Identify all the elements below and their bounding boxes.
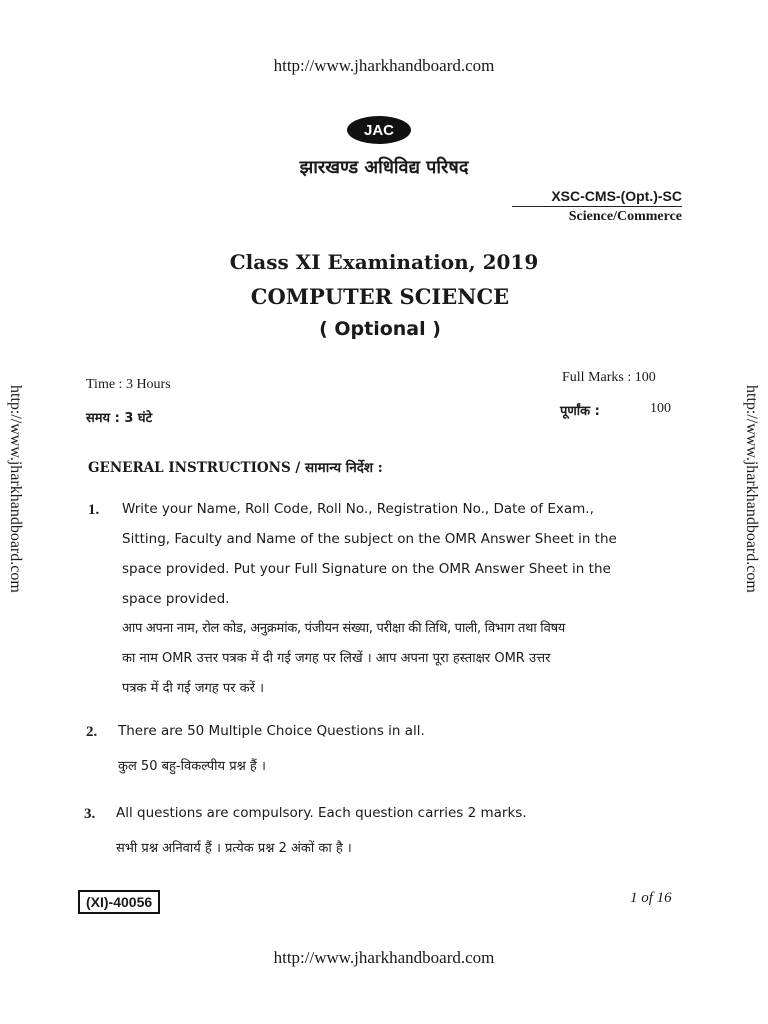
instruction-1-en-line: Write your Name, Roll Code, Roll No., Registration No., Date of Exam., (122, 501, 594, 517)
full-marks-hindi-value: 100 (650, 401, 671, 416)
instruction-3-hi-line: सभी प्रश्न अनिवार्य हैं । प्रत्येक प्रश्न 2 अंकों का है । (116, 841, 352, 856)
page-number: 1 of 16 (630, 890, 672, 906)
full-marks-hindi-label: पूर्णांक : (560, 404, 600, 419)
instruction-3 (116, 798, 696, 864)
instruction-2-number: 2. (86, 724, 98, 740)
logo-text: JAC (363, 121, 394, 139)
instruction-1-hi-line: पत्रक में दी गई जगह पर करें । (122, 681, 265, 696)
instruction-1-en-line: space provided. Put your Full Signature on the OMR Answer Sheet in the (122, 561, 611, 577)
time-hindi: समय : 3 घंटे (86, 411, 153, 426)
instruction-2-hi-line: कुल 50 बहु-विकल्पीय प्रश्न हैं । (118, 759, 266, 774)
side-url-left: http://www.jharkhandboard.com (7, 385, 24, 593)
time-english: Time : 3 Hours (86, 377, 171, 392)
paper-code-block (512, 188, 682, 225)
exam-title: Class XI Examination, 2019 (229, 250, 539, 274)
stream-label: Science/Commerce (568, 209, 682, 224)
optional-label: ( Optional ) (319, 318, 441, 340)
header-url: http://www.jharkhandboard.com (273, 56, 495, 75)
instruction-1 (122, 494, 692, 704)
instruction-1-en-line: space provided. (122, 591, 230, 607)
jac-logo (347, 116, 411, 144)
instruction-1-en-line: Sitting, Faculty and Name of the subject on the OMR Answer Sheet in the (122, 531, 617, 547)
instruction-3-number: 3. (84, 806, 96, 822)
board-name: झारखण्ड अधिविद्य परिषद (299, 157, 469, 178)
instruction-2-en-line: There are 50 Multiple Choice Questions in all. (118, 723, 425, 739)
full-marks-english: Full Marks : 100 (562, 370, 656, 385)
footer-url: http://www.jharkhandboard.com (273, 948, 495, 967)
paper-code: XSC-CMS-(Opt.)-SC (512, 188, 682, 207)
instruction-1-number: 1. (88, 502, 100, 518)
instruction-1-hi-line: का नाम OMR उत्तर पत्रक में दी गई जगह पर लिखें । आप अपना पूरा हस्ताक्षर OMR उत्तर (122, 651, 551, 666)
instructions-heading: GENERAL INSTRUCTIONS / सामान्य निर्देश : (88, 460, 383, 476)
side-url-right: http://www.jharkhandboard.com (743, 385, 760, 593)
instruction-1-hi-line: आप अपना नाम, रोल कोड, अनुक्रमांक, पंजीयन संख्या, परीक्षा की तिथि, पाली, विभाग तथा विषय (122, 621, 566, 636)
instruction-3-en-line: All questions are compulsory. Each question carries 2 marks. (116, 805, 527, 821)
instruction-2 (118, 716, 688, 782)
subject-title: COMPUTER SCIENCE (250, 284, 510, 309)
footer-code: (XI)-40056 (78, 890, 160, 914)
